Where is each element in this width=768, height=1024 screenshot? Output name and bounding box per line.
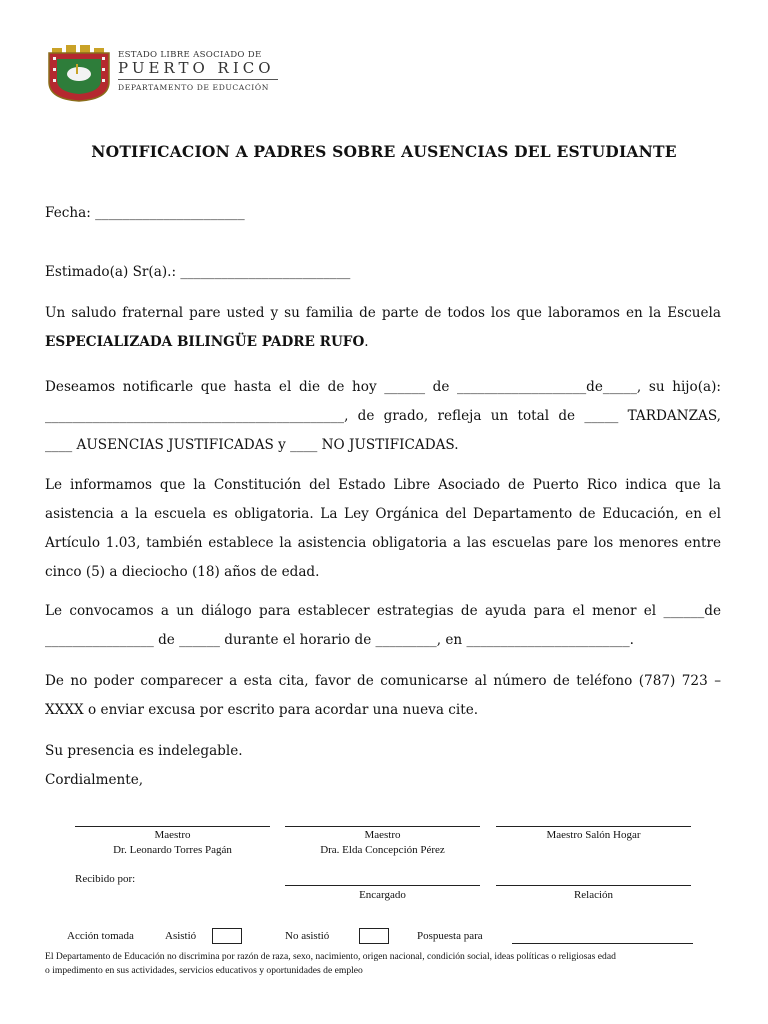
notificacion-line2: ____________________________________________, de grado, refleja un total de _____ TARDANZAS,	[45, 408, 721, 424]
estimado-line: Estimado(a) Sr(a).: _________________________	[45, 264, 351, 280]
constitucion-line3: Artículo 1.03, también establece la asistencia obligatoria a las escuelas pare los menores entre	[45, 535, 721, 551]
saludo-period: .	[364, 334, 369, 350]
encargado-label: Encargado	[359, 889, 406, 901]
agency-divider	[118, 79, 278, 80]
no-asistio-label: No asistió	[285, 930, 330, 942]
notificacion-paragraph	[45, 373, 721, 460]
document-title: NOTIFICACION A PADRES SOBRE AUSENCIAS DEL ESTUDIANTE	[91, 142, 677, 161]
school-name: ESPECIALIZADA BILINGÜE PADRE RUFO	[45, 334, 365, 350]
constitucion-line1: Le informamos que la Constitución del Estado Libre Asociado de Puerto Rico indica que la	[45, 477, 721, 493]
accion-tomada-label: Acción tomada	[67, 930, 134, 942]
maestro3-label	[496, 828, 691, 843]
maestro2-label	[285, 828, 480, 858]
maestro1-label	[75, 828, 270, 858]
signature-line-relacion	[496, 885, 691, 886]
signature-line-maestro1	[75, 826, 270, 827]
agency-line3: DEPARTAMENTO DE EDUCACIÓN	[118, 83, 269, 92]
asistio-checkbox[interactable]	[212, 928, 242, 944]
convocatoria-line1: Le convocamos a un diálogo para establecer estrategias de ayuda para el menor el ______de	[45, 603, 721, 619]
maestro3-role: Maestro Salón Hogar	[546, 829, 641, 841]
constitucion-line2: asistencia a la escuela es obligatoria. La Ley Orgánica del Departamento de Educación, en el	[45, 506, 721, 522]
footer-line1: El Departamento de Educación no discrimina por razón de raza, sexo, nacimiento, origen nacional, condición social, ideas políticas o religiosas edad	[45, 951, 616, 962]
maestro2-name: Dra. Elda Concepción Pérez	[320, 844, 445, 856]
telefono-line1: De no poder comparecer a esta cita, favor de comunicarse al número de teléfono (787) 723 –	[45, 673, 721, 689]
footer-line2: o impedimento en sus actividades, servicios educativos y oportunidades de empleo	[45, 965, 363, 976]
signature-line-maestro3	[496, 826, 691, 827]
notificacion-line3: ____ AUSENCIAS JUSTIFICADAS y ____ NO JUSTIFICADAS.	[45, 437, 459, 453]
nondiscrimination-notice	[45, 950, 735, 978]
agency-line1: ESTADO LIBRE ASOCIADO DE	[118, 50, 262, 60]
signature-line-encargado	[285, 885, 480, 886]
saludo-line2	[45, 328, 721, 357]
puerto-rico-seal-icon	[46, 44, 112, 102]
constitucion-line4: cinco (5) a dieciocho (18) años de edad.	[45, 564, 320, 580]
fecha-line: Fecha: ______________________	[45, 205, 245, 221]
recibido-label: Recibido por:	[75, 873, 136, 885]
presencia-line: Su presencia es indelegable.	[45, 743, 243, 759]
notificacion-line1: Deseamos notificarle que hasta el die de hoy ______ de ___________________de_____, su hijo(a):	[45, 379, 721, 395]
saludo-line1: Un saludo fraternal pare usted y su familia de parte de todos los que laboramos en la Escuela	[45, 305, 721, 321]
telefono-line2: XXXX o enviar excusa por escrito para acordar una nueva cite.	[45, 702, 479, 718]
maestro1-name: Dr. Leonardo Torres Pagán	[113, 844, 232, 856]
signature-line-maestro2	[285, 826, 480, 827]
telefono-paragraph	[45, 667, 721, 725]
agency-block	[118, 50, 283, 92]
convocatoria-line2: ________________ de ______ durante el horario de _________, en ________________________.	[45, 632, 634, 648]
relacion-label: Relación	[573, 889, 614, 901]
saludo-paragraph	[45, 299, 721, 357]
no-asistio-checkbox[interactable]	[359, 928, 389, 944]
agency-line2: PUERTO RICO	[118, 59, 275, 77]
convocatoria-paragraph	[45, 597, 721, 655]
pospuesta-label: Pospuesta para	[417, 930, 483, 942]
constitucion-paragraph	[45, 471, 721, 587]
cordialmente-line: Cordialmente,	[45, 772, 144, 788]
maestro1-role: Maestro	[154, 829, 191, 841]
pospuesta-line[interactable]	[512, 943, 693, 944]
asistio-label: Asistió	[165, 930, 197, 942]
maestro2-role: Maestro	[364, 829, 401, 841]
